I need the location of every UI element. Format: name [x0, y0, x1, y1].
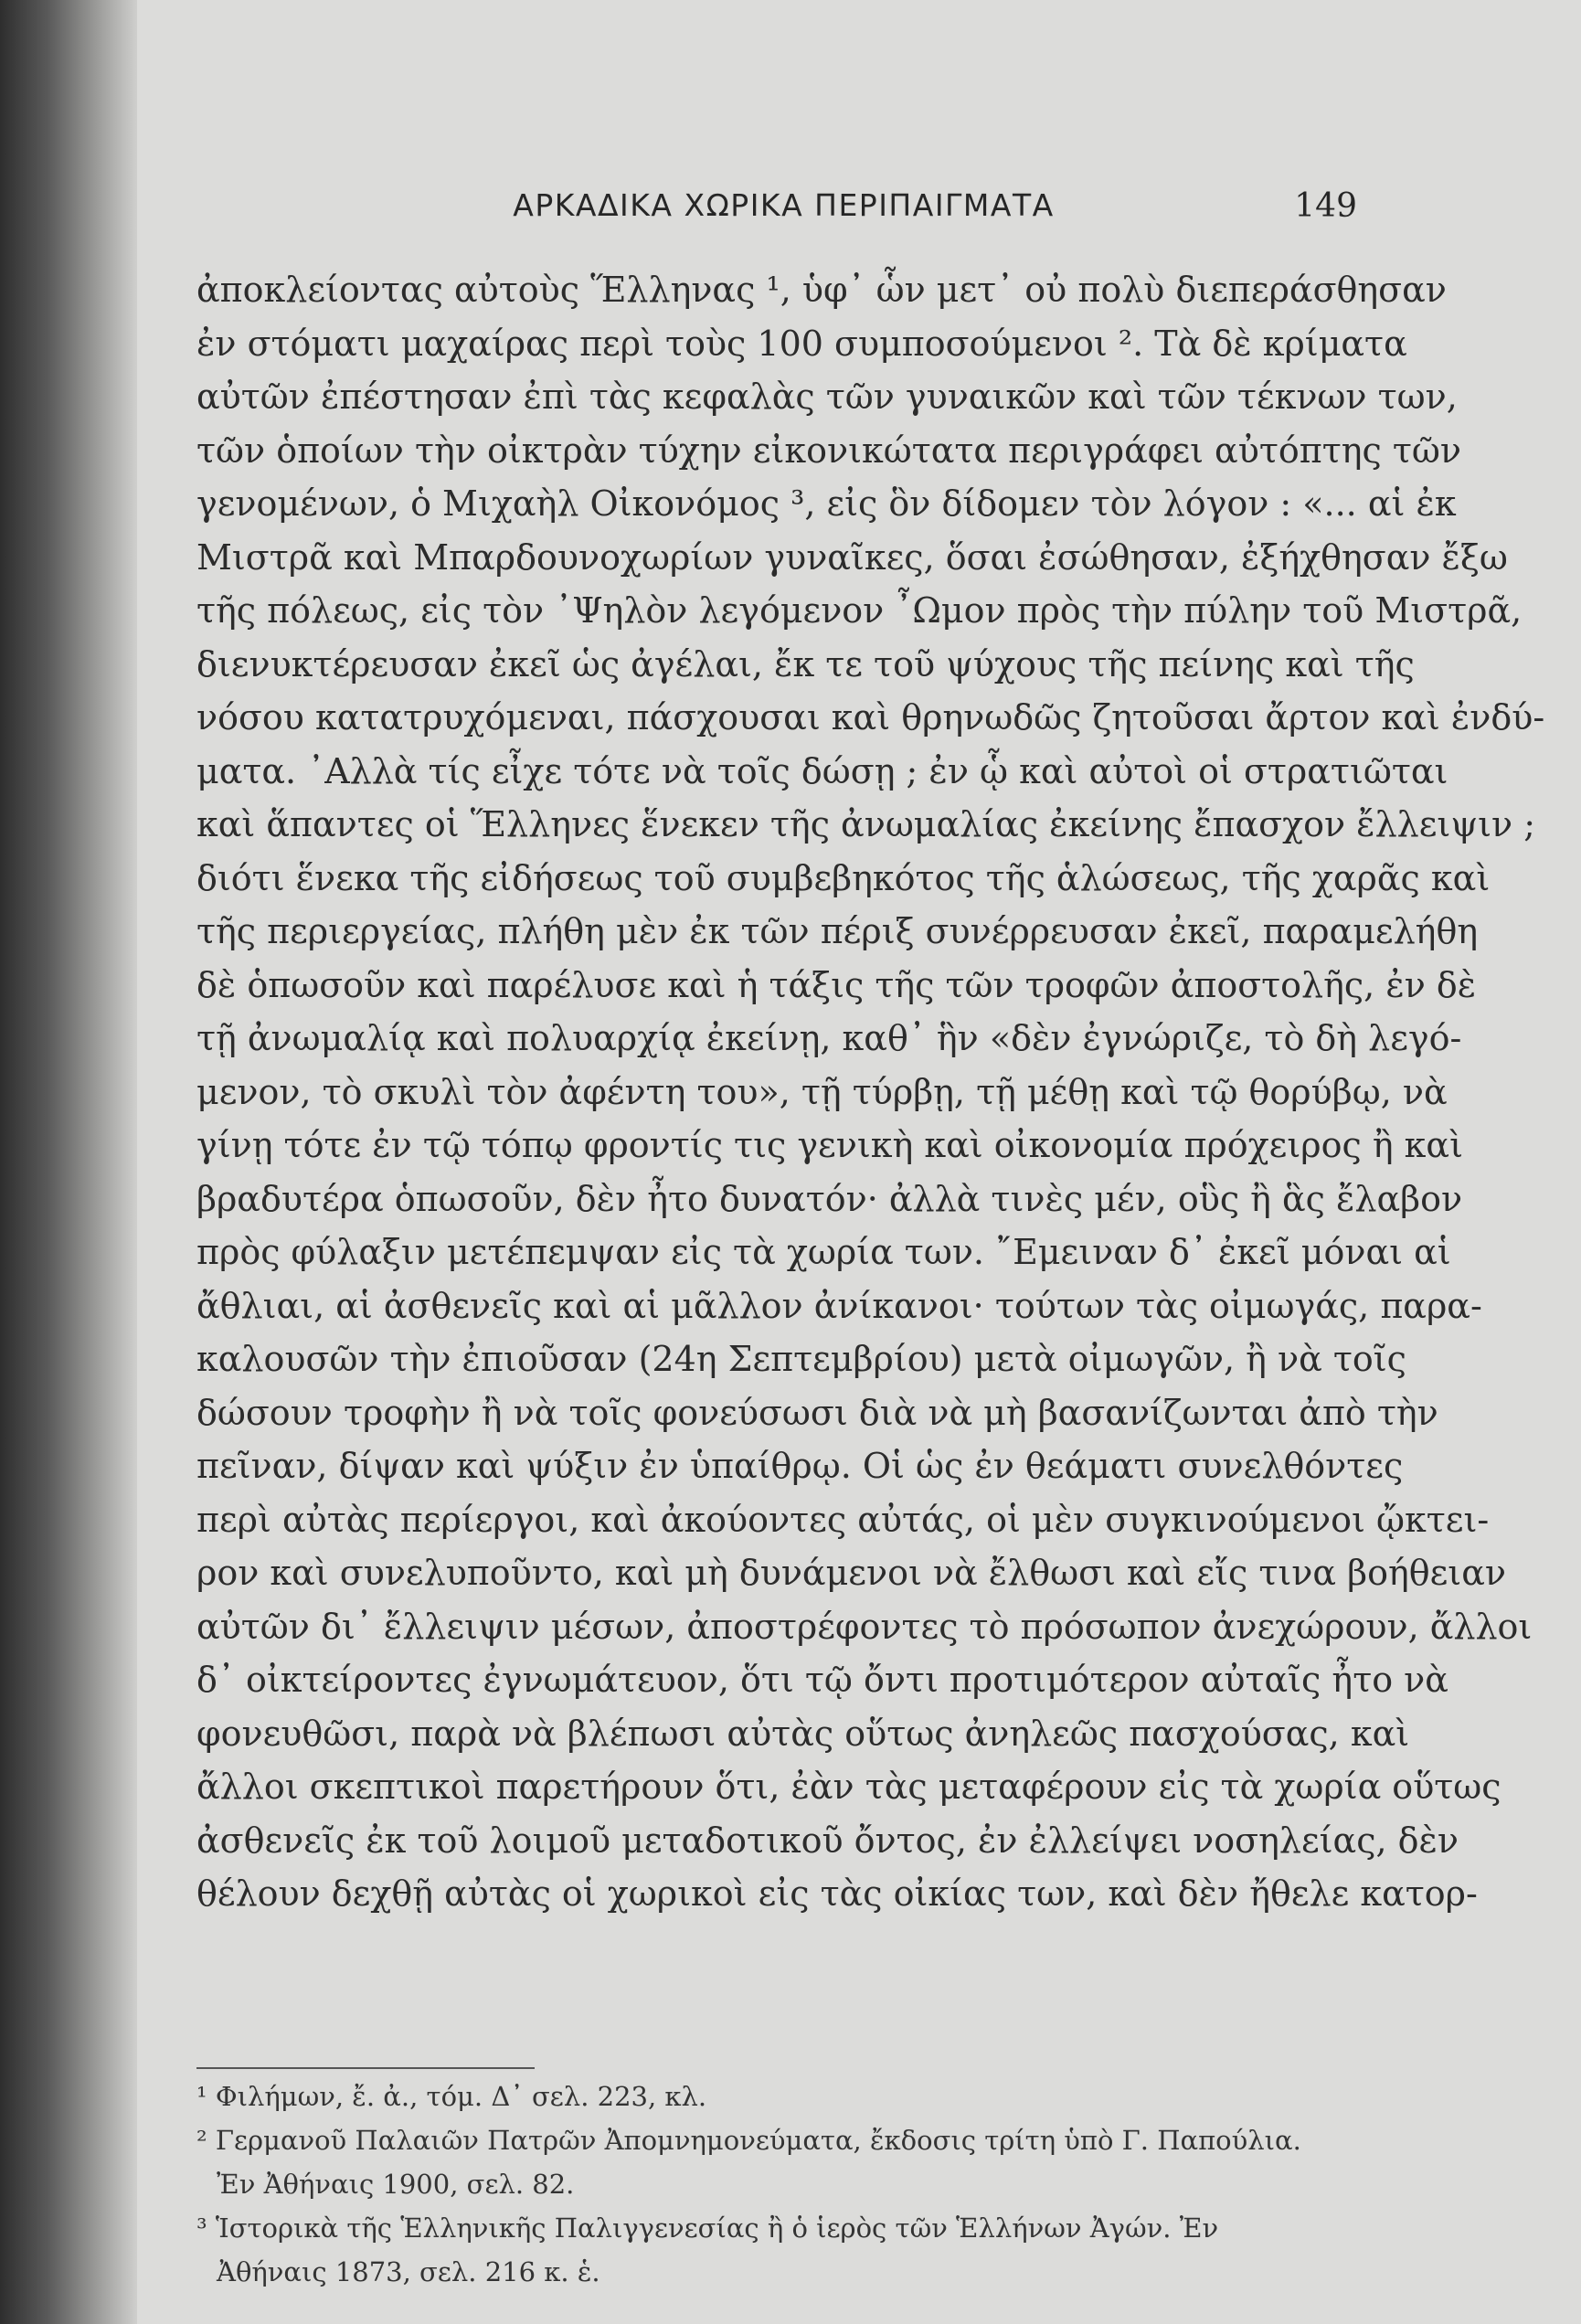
text-line: αὐτῶν ἐπέστησαν ἐπὶ τὰς κεφαλὰς τῶν γυναικῶν καὶ τῶν τέκνων των, — [196, 377, 1458, 417]
text-line: πρὸς φύλαξιν μετέπεμψαν εἰς τὰ χωρία των. ῎Εμειναν δ᾽ ἐκεῖ μόναι αἱ — [196, 1232, 1451, 1272]
text-line: τῆς περιεργείας, πλήθη μὲν ἐκ τῶν πέριξ συνέρρευσαν ἐκεῖ, παραμελήθη — [196, 911, 1479, 951]
text-line: περὶ αὐτὰς περίεργοι, καὶ ἀκούοντες αὐτάς, οἱ μὲν συγκινούμενοι ᾤκτει- — [196, 1499, 1490, 1540]
text-line: πεῖναν, δίψαν καὶ ψύξιν ἐν ὑπαίθρῳ. Οἱ ὡς ἐν θεάματι συνελθόντες — [196, 1446, 1404, 1486]
text-line: ἐν στόματι μαχαίρας περὶ τοὺς 100 συμποσούμενοι ². Τὰ δὲ κρίματα — [196, 323, 1407, 364]
text-line: διενυκτέρευσαν ἐκεῖ ὡς ἀγέλαι, ἔκ τε τοῦ ψύχους τῆς πείνης καὶ τῆς — [196, 643, 1415, 684]
text-line: διότι ἕνεκα τῆς εἰδήσεως τοῦ συμβεβηκότος τῆς ἁλώσεως, τῆς χαρᾶς καὶ — [196, 857, 1491, 898]
text-line: Μιστρᾶ καὶ Μπαρδουνοχωρίων γυναῖκες, ὅσαι ἐσώθησαν, ἐξήχθησαν ἔξω — [196, 536, 1508, 578]
footnote-2: ² Γερμανοῦ Παλαιῶν Πατρῶν Ἀπομνημονεύματα, ἔκδοσις τρίτη ὑπὸ Γ. Παπούλια. — [196, 2125, 1301, 2156]
text-line: δ᾽ οἰκτείροντες ἐγνωμάτευον, ὅτι τῷ ὄντι προτιμότερον αὐταῖς ἦτο νὰ — [196, 1660, 1448, 1700]
text-line: ἀποκλείοντας αὐτοὺς Ἕλληνας ¹, ὑφ᾽ ὧν μετ᾽ οὐ πολὺ διεπεράσθησαν — [196, 270, 1447, 310]
text-line: νόσου κατατρυχόμεναι, πάσχουσαι καὶ θρηνωδῶς ζητοῦσαι ἄρτον καὶ ἐνδύ- — [196, 697, 1545, 738]
footnote-1: ¹ Φιλήμων, ἔ. ἀ., τόμ. Δ᾽ σελ. 223, κλ. — [196, 2081, 707, 2112]
text-line: ἄλλοι σκεπτικοὶ παρετήρουν ὅτι, ἐὰν τὰς μεταφέρουν εἰς τὰ χωρία οὕτως — [196, 1767, 1501, 1807]
text-line: αὐτῶν δι᾽ ἔλλειψιν μέσων, ἀποστρέφοντες τὸ πρόσωπον ἀνεχώρουν, ἄλλοι — [196, 1606, 1533, 1647]
text-line: βραδυτέρα ὁπωσοῦν, δὲν ἦτο δυνατόν· ἀλλὰ τινὲς μέν, οὓς ἢ ἃς ἔλαβον — [196, 1178, 1463, 1219]
text-line: καὶ ἅπαντες οἱ Ἕλληνες ἕνεκεν τῆς ἀνωμαλίας ἐκείνης ἔπασχον ἔλλειψιν ; — [196, 804, 1536, 844]
text-line: καλουσῶν τὴν ἐπιοῦσαν (24η Σεπτεμβρίου) μετὰ οἰμωγῶν, ἢ νὰ τοῖς — [196, 1339, 1406, 1379]
text-line: ἀσθενεῖς ἐκ τοῦ λοιμοῦ μεταδοτικοῦ ὄντος, ἐν ἐλλείψει νοσηλείας, δὲν — [196, 1820, 1459, 1861]
text-line: γενομένων, ὁ Μιχαὴλ Οἰκονόμος ³, εἰς ὃν δίδομεν τὸν λόγον : «... αἱ ἐκ — [196, 483, 1457, 524]
text-line: δὲ ὁπωσοῦν καὶ παρέλυσε καὶ ἡ τάξις τῆς τῶν τροφῶν ἀποστολῆς, ἐν δὲ — [196, 964, 1477, 1005]
text-line: ἄθλιαι, αἱ ἀσθενεῖς καὶ αἱ μᾶλλον ἀνίκανοι· τούτων τὰς οἰμωγάς, παρα- — [196, 1285, 1482, 1326]
footnote-2-continued: Ἐν Ἀθήναις 1900, σελ. 82. — [217, 2169, 575, 2200]
text-line: ρον καὶ συνελυποῦντο, καὶ μὴ δυνάμενοι νὰ ἔλθωσι καὶ εἴς τινα βοήθειαν — [196, 1553, 1506, 1593]
text-line: γίνῃ τότε ἐν τῷ τόπῳ φροντίς τις γενικὴ καὶ οἰκονομία πρόχειρος ἢ καὶ — [196, 1125, 1463, 1165]
text-line: τῇ ἀνωμαλίᾳ καὶ πολυαρχίᾳ ἐκείνῃ, καθ᾽ ἣν «δὲν ἐγνώριζε, τὸ δὴ λεγό- — [196, 1018, 1462, 1058]
page-number: 149 — [1294, 187, 1357, 225]
text-line: φονευθῶσι, παρὰ νὰ βλέπωσι αὐτὰς οὕτως ἀνηλεῶς πασχούσας, καὶ — [196, 1713, 1410, 1754]
footnotes — [196, 2075, 1366, 2294]
footnote-3: ³ Ἱστορικὰ τῆς Ἑλληνικῆς Παλιγγενεσίας ἢ ὁ ἱερὸς τῶν Ἑλλήνων Ἀγών. Ἐν — [196, 2213, 1219, 2244]
running-title: ΑΡΚΑΔΙΚΑ ΧΩΡΙΚΑ ΠΕΡΙΠΑΙΓΜΑΤΑ — [513, 187, 1055, 223]
text-line: θέλουν δεχθῇ αὐτὰς οἱ χωρικοὶ εἰς τὰς οἰκίας των, καὶ δὲν ἤθελε κατορ- — [196, 1873, 1478, 1914]
footnote-rule — [196, 2067, 535, 2069]
body-text — [196, 263, 1545, 1921]
text-line: μενον, τὸ σκυλὶ τὸν ἀφέντη του», τῇ τύρβῃ, τῇ μέθῃ καὶ τῷ θορύβῳ, νὰ — [196, 1071, 1448, 1112]
page-header — [210, 187, 1357, 242]
text-line: δώσουν τροφὴν ἢ νὰ τοῖς φονεύσωσι διὰ νὰ μὴ βασανίζωνται ἀπὸ τὴν — [196, 1392, 1438, 1433]
text-line: τῶν ὁποίων τὴν οἰκτρὰν τύχην εἰκονικώτατα περιγράφει αὐτόπτης τῶν — [196, 430, 1461, 471]
binding-shadow — [0, 0, 137, 2324]
footnote-3-continued: Ἀθήναις 1873, σελ. 216 κ. ἑ. — [217, 2256, 600, 2287]
text-line: ματα. ᾿Αλλὰ τίς εἶχε τότε νὰ τοῖς δώσῃ ; ἐν ᾧ καὶ αὐτοὶ οἱ στρατιῶται — [196, 750, 1448, 791]
text-line: τῆς πόλεως, εἰς τὸν ᾿Ψηλὸν λεγόμενον ῏Ωμον πρὸς τὴν πύλην τοῦ Μιστρᾶ, — [196, 590, 1523, 631]
